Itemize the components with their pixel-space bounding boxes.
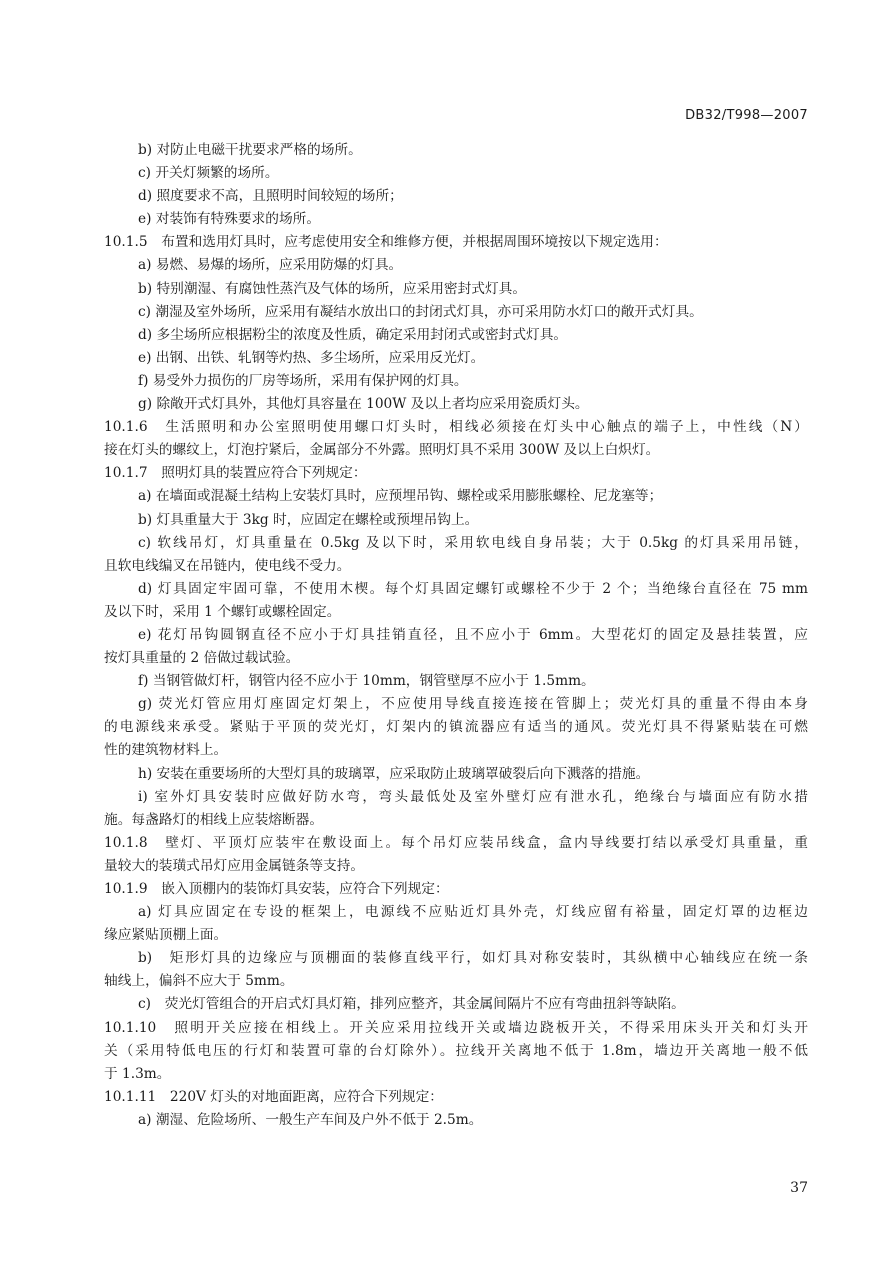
text-line: 接在灯头的螺纹上，灯泡拧紧后，金属部分不外露。照明灯具不采用 300W 及以上白炽灯。 (104, 442, 660, 459)
text-line: c) 荧光灯管组合的开启式灯具灯箱，排列应整齐，其金属间隔片不应有弯曲扭斜等缺陷。 (138, 996, 685, 1013)
text-line: 轴线上，偏斜不应大于 5mm。 (104, 973, 294, 990)
text-line: b) 特别潮湿、有腐蚀性蒸汽及气体的场所，应采用密封式灯具。 (138, 280, 527, 297)
text-line: e) 出钢、出铁、轧钢等灼热、多尘场所，应采用反光灯。 (138, 349, 485, 366)
text-line: b) 对防止电磁干扰要求严格的场所。 (138, 142, 362, 158)
text-line: 于 1.3m。 (104, 1065, 171, 1082)
text-line: c) 潮湿及室外场所，应采用有凝结水放出口的封闭式灯具，亦可采用防水灯口的敞开式灯具。 (138, 303, 703, 320)
text-line: 关（采用特低电压的行灯和装置可靠的台灯除外）。拉线开关离地不低于 1.8m，墙边开关离地一般不低 (104, 1042, 808, 1059)
text-line: 性的建筑物材料上。 (104, 742, 228, 759)
document-body (104, 139, 808, 1132)
text-line: c) 开关灯频繁的场所。 (138, 165, 279, 182)
text-line: e) 花灯吊钩圆钢直径不应小于灯具挂销直径，且不应小于 6mm。大型花灯的固定及悬挂装置，应 (138, 626, 808, 643)
document-code: DB32/T998—2007 (685, 108, 808, 123)
text-line: c) 软线吊灯，灯具重量在 0.5kg 及以下时，采用软电线自身吊装；大于 0.5kg 的灯具采用吊链， (138, 534, 808, 551)
text-line: 10.1.5 布置和选用灯具时，应考虑使用安全和维修方便，并根据周围环境按以下规定选用： (104, 234, 668, 251)
text-line: a) 潮湿、危险场所、一般生产车间及户外不低于 2.5m。 (138, 1111, 483, 1128)
text-line: f) 易受外力损伤的厂房等场所，采用有保护网的灯具。 (138, 372, 468, 389)
text-line: 10.1.11 220V 灯头的对地面距离，应符合下列规定： (104, 1088, 443, 1105)
text-line: f) 当钢管做灯杆，钢管内径不应小于 10mm，钢管壁厚不应小于 1.5mm。 (138, 673, 595, 690)
text-line: e) 对装饰有特殊要求的场所。 (138, 211, 321, 228)
text-line: d) 灯具固定牢固可靠，不使用木楔。每个灯具固定螺钉或螺栓不少于 2 个；当绝缘台直径在 75 mm (138, 580, 808, 597)
text-line: a) 灯具应固定在专设的框架上，电源线不应贴近灯具外壳，灯线应留有裕量，固定灯罩的边框边 (138, 904, 808, 921)
text-line: 10.1.6 生活照明和办公室照明使用螺口灯头时，相线必须接在灯头中心触点的端子上，中性线（N） (104, 419, 808, 436)
text-line: 及以下时，采用 1 个螺钉或螺栓固定。 (104, 603, 341, 620)
text-line: g) 除敞开式灯具外，其他灯具容量在 100W 及以上者均应采用瓷质灯头。 (138, 396, 589, 413)
text-line: d) 多尘场所应根据粉尘的浓度及性质，确定采用封闭式或密封式灯具。 (138, 326, 568, 343)
text-line: b) 矩形灯具的边缘应与顶棚面的装修直线平行，如灯具对称安装时，其纵横中心轴线应在统一条 (138, 950, 808, 967)
text-line: b) 灯具重量大于 3kg 时，应固定在螺栓或预埋吊钩上。 (138, 511, 479, 528)
text-line: 10.1.8 壁灯、平顶灯应装牢在敷设面上。每个吊灯应装吊线盒，盒内导线要打结以承受灯具重量，重 (104, 834, 808, 851)
text-line: 按灯具重量的 2 倍做过载试验。 (104, 650, 300, 667)
text-line: 量较大的装璜式吊灯应用金属链条等支持。 (104, 857, 365, 874)
text-line: 且软电线编叉在吊链内，使电线不受力。 (104, 557, 351, 574)
text-line: h) 安装在重要场所的大型灯具的玻璃罩，应采取防止玻璃罩破裂后向下溅落的措施。 (138, 765, 650, 782)
text-line: 缘应紧贴顶棚上面。 (104, 927, 228, 944)
text-line: 的电源线来承受。紧贴于平顶的荧光灯，灯架内的镇流器应有适当的通风。荧光灯具不得紧贴装在可燃 (104, 719, 808, 736)
text-line: 10.1.9 嵌入顶棚内的装饰灯具安装，应符合下列规定： (104, 881, 449, 897)
page-number: 37 (790, 1180, 808, 1196)
text-line: g) 荧光灯管应用灯座固定灯架上，不应使用导线直接连接在管脚上；荧光灯具的重量不得由本身 (138, 696, 808, 713)
text-line: 施。每盏路灯的相线上应装熔断器。 (104, 811, 324, 828)
text-line: d) 照度要求不高，且照明时间较短的场所； (138, 188, 403, 205)
text-line: i) 室外灯具安装时应做好防水弯，弯头最低处及室外壁灯应有泄水孔，绝缘台与墙面应有防水措 (138, 788, 808, 805)
text-line: 10.1.10 照明开关应接在相线上。开关应采用拉线开关或墙边跷板开关，不得采用床头开关和灯头开 (104, 1019, 808, 1036)
text-line: 10.1.7 照明灯具的装置应符合下列规定： (104, 465, 367, 482)
text-line: a) 易燃、易爆的场所，应采用防爆的灯具。 (138, 257, 403, 274)
text-line: a) 在墙面或混凝土结构上安装灯具时，应预埋吊钩、螺栓或采用膨胀螺栓、尼龙塞等； (138, 488, 663, 505)
